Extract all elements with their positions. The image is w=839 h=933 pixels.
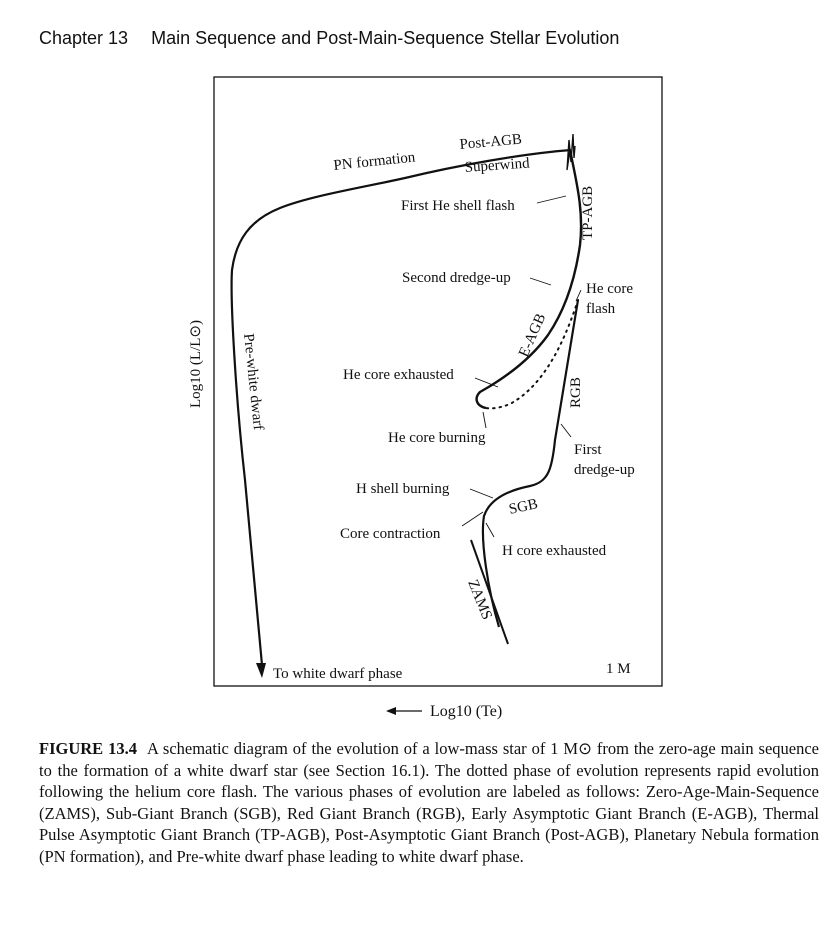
- label-h-core-exhausted: H core exhausted: [502, 543, 607, 559]
- label-zams: ZAMS: [464, 577, 495, 623]
- label-post-agb: Post-AGB: [458, 131, 523, 153]
- label-pn-formation: PN formation: [332, 149, 417, 174]
- label-tp-agb: TP-AGB: [580, 185, 596, 240]
- label-he-core-burning: He core burning: [388, 430, 486, 446]
- white-dwarf-arrowhead: [256, 663, 266, 678]
- x-axis-label: Log10 (Te): [430, 703, 503, 720]
- leader-h-core-exhausted: [486, 523, 494, 537]
- label-e-agb: E-AGB: [516, 311, 550, 360]
- leader-core-contraction: [462, 512, 483, 526]
- x-axis-arrowhead: [386, 707, 396, 715]
- leader-he-core-burning: [483, 412, 486, 428]
- label-first-dredge-up-1: First: [574, 442, 602, 458]
- label-superwind: Superwind: [464, 155, 531, 176]
- label-pre-white-dwarf: Pre-white dwarf: [240, 332, 267, 431]
- leader-second-dredge: [530, 278, 551, 285]
- figure-caption: [39, 738, 819, 867]
- label-core-contraction: Core contraction: [340, 526, 441, 542]
- chapter-title: Main Sequence and Post-Main-Sequence Stellar Evolution: [151, 28, 620, 48]
- label-he-core-exhausted: He core exhausted: [343, 367, 454, 383]
- leader-h-shell-burning: [470, 489, 493, 498]
- label-h-shell-burning: H shell burning: [356, 481, 450, 497]
- post-agb-pn-track: [232, 150, 571, 665]
- label-second-dredge-up: Second dredge-up: [402, 270, 511, 286]
- label-sgb: SGB: [507, 496, 540, 518]
- label-to-white-dwarf: To white dwarf phase: [273, 666, 403, 682]
- label-first-he-shell-flash: First He shell flash: [401, 198, 515, 214]
- chapter-number: Chapter 13: [39, 28, 129, 48]
- mass-label: 1 M: [606, 661, 631, 677]
- leader-he-shell-flash: [537, 196, 566, 203]
- y-axis-label: Log10 (L/L⊙): [188, 320, 204, 408]
- label-he-core-flash-1: He core: [586, 281, 634, 297]
- caption-text: A schematic diagram of the evolution of a low-mass star of 1 M⊙ from the zero-age main sequence to the formation of a white dwarf star (see Section 16.1). The dotted phase of evolution represents rapid evolution following the helium core flash. The various phases of evolution are labeled as follows: Zero-Age-Main-Sequence (ZAMS), Sub-Giant Branch (SGB), Red Giant Branch (RGB), Early Asymptotic Giant Branch (E-AGB), Thermal Pulse Asymptotic Giant Branch (TP-AGB), Post-Asymptotic Giant Branch (Post-AGB), Planetary Nebula formation (PN formation), and Pre-white dwarf phase leading to white dwarf phase.: [39, 739, 819, 866]
- label-rgb: RGB: [568, 377, 584, 408]
- label-first-dredge-up-2: dredge-up: [574, 462, 635, 478]
- leader-first-dredge: [561, 424, 571, 437]
- caption-label: FIGURE 13.4: [39, 739, 137, 758]
- label-he-core-flash-2: flash: [586, 301, 616, 317]
